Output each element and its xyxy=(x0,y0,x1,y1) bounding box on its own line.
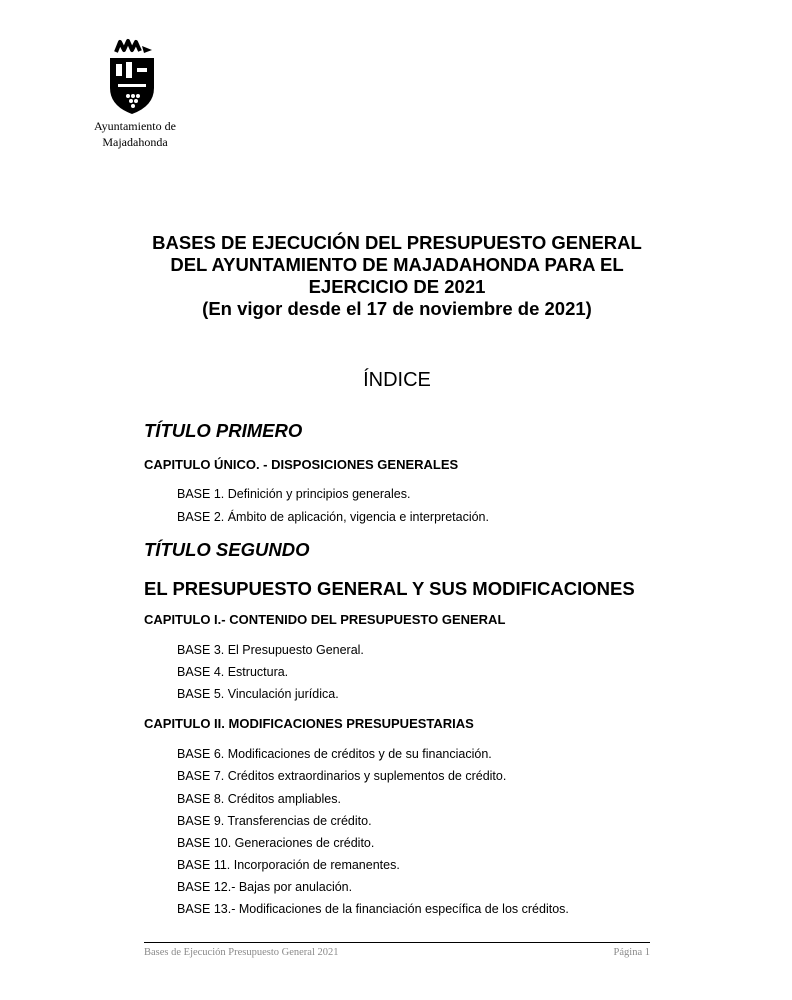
toc-section-presupuesto: EL PRESUPUESTO GENERAL Y SUS MODIFICACIONES xyxy=(144,578,635,599)
toc-base-6: BASE 6. Modificaciones de créditos y de su financiación. xyxy=(177,747,492,761)
ayuntamiento-logo xyxy=(106,38,158,116)
toc-base-8: BASE 8. Créditos ampliables. xyxy=(177,792,341,806)
toc-base-13: BASE 13.- Modificaciones de la financiación específica de los créditos. xyxy=(177,902,569,916)
organization-name xyxy=(78,118,192,150)
toc-base-2: BASE 2. Ámbito de aplicación, vigencia e interpretación. xyxy=(177,510,489,524)
title-line-3: EJERCICIO DE 2021 xyxy=(308,276,486,297)
toc-base-5: BASE 5. Vinculación jurídica. xyxy=(177,687,339,701)
toc-base-1: BASE 1. Definición y principios generales. xyxy=(177,487,411,501)
toc-base-10: BASE 10. Generaciones de crédito. xyxy=(177,836,375,850)
toc-base-4: BASE 4. Estructura. xyxy=(177,665,289,679)
toc-base-9: BASE 9. Transferencias de crédito. xyxy=(177,814,372,828)
title-line-1: BASES DE EJECUCIÓN DEL PRESUPUESTO GENERAL xyxy=(152,232,642,253)
title-line-2: DEL AYUNTAMIENTO DE MAJADAHONDA PARA EL xyxy=(170,254,624,275)
footer-rule xyxy=(144,942,650,943)
toc-base-12: BASE 12.- Bajas por anulación. xyxy=(177,880,353,894)
index-heading: ÍNDICE xyxy=(363,369,431,391)
title-line-4: (En vigor desde el 17 de noviembre de 2021) xyxy=(202,298,592,319)
toc-base-7: BASE 7. Créditos extraordinarios y suplementos de crédito. xyxy=(177,769,507,783)
toc-titulo-segundo: TÍTULO SEGUNDO xyxy=(144,539,310,560)
toc-base-3: BASE 3. El Presupuesto General. xyxy=(177,643,364,657)
org-line-2: Majadahonda xyxy=(102,135,168,149)
toc-capitulo-unico: CAPITULO ÚNICO. - DISPOSICIONES GENERALES xyxy=(144,457,459,472)
document-title xyxy=(144,232,650,320)
toc-capitulo-1: CAPITULO I.- CONTENIDO DEL PRESUPUESTO GENERAL xyxy=(144,612,506,627)
toc-base-11: BASE 11. Incorporación de remanentes. xyxy=(177,858,400,872)
footer-document-name: Bases de Ejecución Presupuesto General 2021 xyxy=(144,947,339,958)
toc-titulo-primero: TÍTULO PRIMERO xyxy=(144,420,303,441)
org-line-1: Ayuntamiento de xyxy=(94,119,176,133)
footer-page-number: Página 1 xyxy=(613,947,650,958)
toc-capitulo-2: CAPITULO II. MODIFICACIONES PRESUPUESTARIAS xyxy=(144,716,474,731)
